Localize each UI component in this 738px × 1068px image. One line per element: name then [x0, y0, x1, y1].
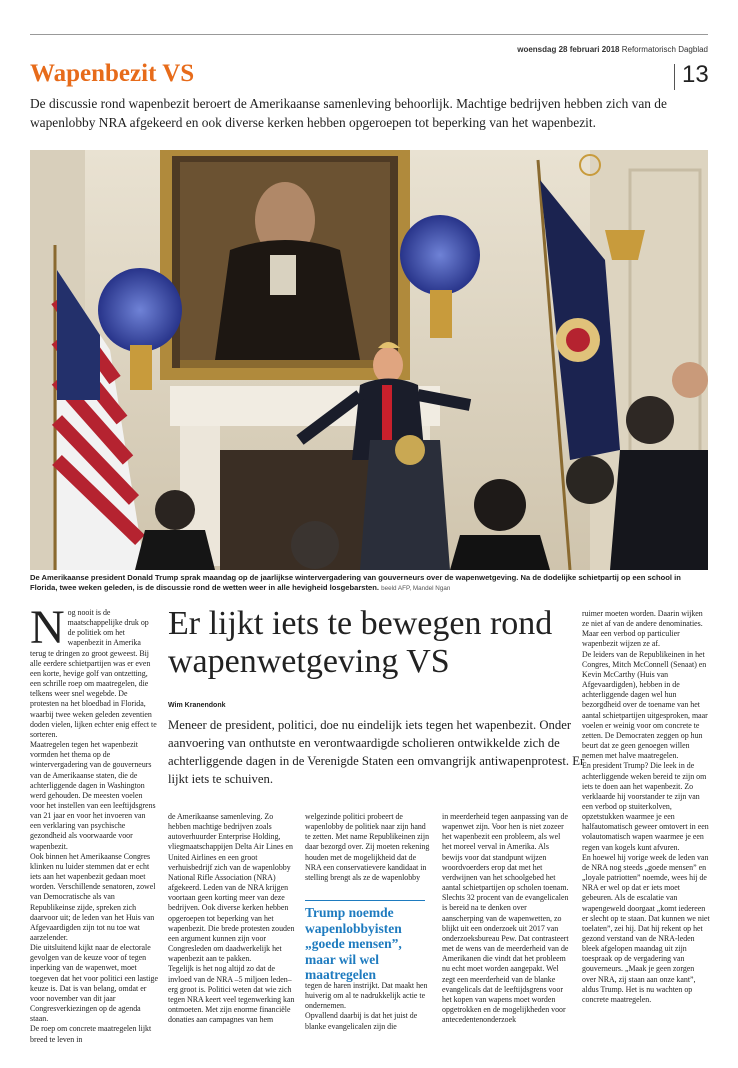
- issue-date: woensdag 28 februari 2018: [517, 45, 620, 54]
- paragraph: welgezinde politici probeert de wapenlobby de politiek naar zijn hand te zetten. Met name Republikeinen zijn daar bezorgd over. Zij moeten rekening houden met de mogelijkheid dat de NRA een conservatievere kandidaat in stelling brengt als ze de wapenlobby: [305, 812, 430, 882]
- paragraph: de Amerikaanse samenleving. Zo hebben machtige bedrijven zoals autoverhuurder Enterprise Holding, vliegmaatschappijen Delta Air Lines en United Airlines en een groot verhuisbedrijf zich van de wapenlobby National Rifle Association (NRA) afgekeerd. Leden van de NRA krijgen voortaan geen korting meer van deze bedrijven. Ook diverse kerken hebben opgeroepen tot beperking van het wapenbezit. Die brede protesten zouden een argument kunnen zijn voor Congresleden om daadwerkelijk het wapenbezit aan te pakken.: [168, 812, 295, 964]
- drop-cap: N: [30, 601, 65, 654]
- page-number-divider: [674, 64, 675, 90]
- article-headline: Er lijkt iets te bewegen rond wapenwetgeving VS: [168, 605, 553, 680]
- caption-text: De Amerikaanse president Donald Trump sprak maandag op de jaarlijkse wintervergadering van gouverneurs over de wapenwetgeving. Na de dodelijke schietpartij op een school in Florida, twee weken geleden, is de discussie rond de wetten weer in alle hevigheid losgebarsten.: [30, 573, 681, 592]
- pull-quote: Trump noemde wapenlobbyisten „goede mensen”, maar wil wel maatregelen: [305, 900, 425, 983]
- paragraph: tegen de haren instrijkt. Dat maakt hen huiverig om al te nadrukkelijk actie te ondernemen.: [305, 981, 428, 1011]
- dateline: [517, 45, 708, 54]
- paragraph: De roep om concrete maatregelen lijkt breed te leven in: [30, 1024, 152, 1044]
- section-title: Wapenbezit VS: [30, 60, 195, 87]
- news-photo: [30, 150, 708, 570]
- column-2: [168, 812, 296, 1025]
- paragraph: Tegelijk is het nog altijd zo dat de invloed van de NRA –5 miljoen leden– erg groot is. Politici weten dat wie zich tegen NRA keert veel tegenwerking kan ontmoeten. Met zijn enorme financiële donaties aan campagnes van hem: [168, 964, 295, 1025]
- top-rule: [30, 34, 708, 35]
- column-5: [582, 609, 710, 1005]
- news-photo-illustration: [30, 150, 708, 570]
- paragraph: En hoewel hij vorige week de leden van de NRA nog steeds „goede mensen” en „loyale patriotten” noemde, wees hij de NRA er wel op dat er iets moet gebeuren. Als de escalatie van wapengeweld doorgaat „komt iedereen er slecht op te staan. Dat kunnen we niet toelaten”, zei hij. Dat hij rekent op het gezond verstand van de NRA-leden bleek afgelopen maandag uit zijn toespraak op de vergadering van gouverneurs. „Maak je geen zorgen over NRA, zij staan aan onze kant”, aldus Trump. Het is nu wachten op concrete maatregelen.: [582, 852, 710, 1004]
- paragraph: De leiders van de Republikeinen in het Congres, Mitch McConnell (Senaat) en Kevin McCarthy (Huis van Afgevaardigden), hebben in de achterliggende dagen wel hun bezorgdheid over de toename van het aantal schietpartijen uitgesproken, maar voelen er weinig voor om concrete te zetten. De Democraten zeggen op hun beurt dat ze geen genoegen willen nemen met halve maatregelen.: [582, 649, 708, 761]
- photo-caption: [30, 573, 710, 594]
- article-lead: Meneer de president, politici, doe nu eindelijk iets tegen het wapenbezit. Onder aanvoering van onthutste en verontwaardigde scholieren ontwikkelde zich de achterliggende dagen in de Verenigde Staten een omvangrijk antiwapenprotest. Er lijkt iets te schuiven.: [168, 718, 585, 786]
- paper-name: Reformatorisch Dagblad: [621, 45, 708, 54]
- paragraph: En president Trump? Die leek in de achterliggende weken bereid te zijn om iets te doen aan het wapenbezit. Zo verklaarde hij voorstander te zijn van een verbod op stuiterkolven, opzetstukken waarmee je een halfautomatisch geweer omtovert in een volautomatisch wapen waarmee je een regen van kogels kunt afvuren.: [582, 761, 709, 852]
- paragraph: ruimer moeten worden. Daarin wijken ze niet af van de andere denominaties. Maar een verbod op particulier wapenbezit wijzen ze af.: [582, 609, 703, 649]
- column-4: [442, 812, 570, 1025]
- column-1: [30, 601, 158, 1045]
- intro-text: De discussie rond wapenbezit beroert de Amerikaanse samenleving behoorlijk. Machtige bedrijven hebben zich van de wapenlobby NRA afgekeerd en ook diverse kerken hebben opgeroepen tot beperking van het wapenbezit.: [30, 96, 667, 130]
- paragraph: Opvallend daarbij is dat het juist de blanke evangelicalen zijn die: [305, 1011, 418, 1031]
- paragraph: Die uitsluitend kijkt naar de electorale gevolgen van de keuze voor of tegen inperking van de wapenwet, moet toegeven dat het voor politici een lastige keuze is. Dat is van belang, omdat er voor november van dit jaar Congresverkiezingen op de agenda staan.: [30, 943, 158, 1024]
- page-number: 13: [682, 61, 709, 88]
- column-3-top: [305, 812, 433, 883]
- byline: Wim Kranendonk: [168, 702, 226, 709]
- photo-credit: beeld AFP, Mandel Ngan: [381, 585, 451, 592]
- paragraph: Ook binnen het Amerikaanse Congres klinken nu luider stemmen dat er echt iets aan het wapenbezit gedaan moet worden. Verschillende senatoren, zowel van Democratische als van Republikeinse zijde, spreken zich daarvoor uit; de leden van het Huis van Afgevaardigden zijn tot nu toe wat aarzelender.: [30, 851, 156, 942]
- paragraph: in meerderheid tegen aanpassing van de wapenwet zijn. Voor hen is niet zozeer het wapenbezit een probleem, als wel het moreel verval in Amerika. Als bewijs voor dat standpunt wijzen woordvoerders erop dat met het verdwijnen van het schoolgebed het aantal schietpartijen op scholen toenam. Slechts 32 procent van de evangelicalen is bereid na te denken over aanscherping van de wapenwetten, zo blijkt uit een onderzoek uit 2017 van onderzoeksbureau Pew. Dat contrasteert met de wens van de meerderheid van de Amerikanen die vindt dat het probleem nu echt moet worden aangepakt. Wel zegt een meerderheid van de blanke evangelicals dat de leeftijdsgrens voor het kopen van wapens moet worden opgetrokken en de mogelijkheden voor antecedentenonderzoek: [442, 812, 569, 1025]
- paragraph: Maatregelen tegen het wapenbezit vormden het thema op de wintervergadering van de gouverneurs van de Amerikaanse staten, die de achterliggende dagen in Washington werd gehouden. De meesten voelen voor het instellen van een leeftijdsgrens van 21 jaar en voor het invoeren van een verklaring van psychische gezondheid als voorwaarde voor wapenbezit.: [30, 740, 156, 851]
- column-3-bottom: [305, 981, 433, 1032]
- paragraph: og nooit is de maatschappelijke druk op de politiek om het wapenbezit in Amerika terug te dringen zo groot geweest. Bij alle eerdere schietpartijen was er even een korte, hevige golf van ontzetting, een schrille roep om maatregelen, die telkens weer snel wegebde. De protesten na het bloedbad in Florida, waarbij twee weken geleden zeventien doden vielen, lijken echter enig effect te sorteren.: [30, 608, 157, 739]
